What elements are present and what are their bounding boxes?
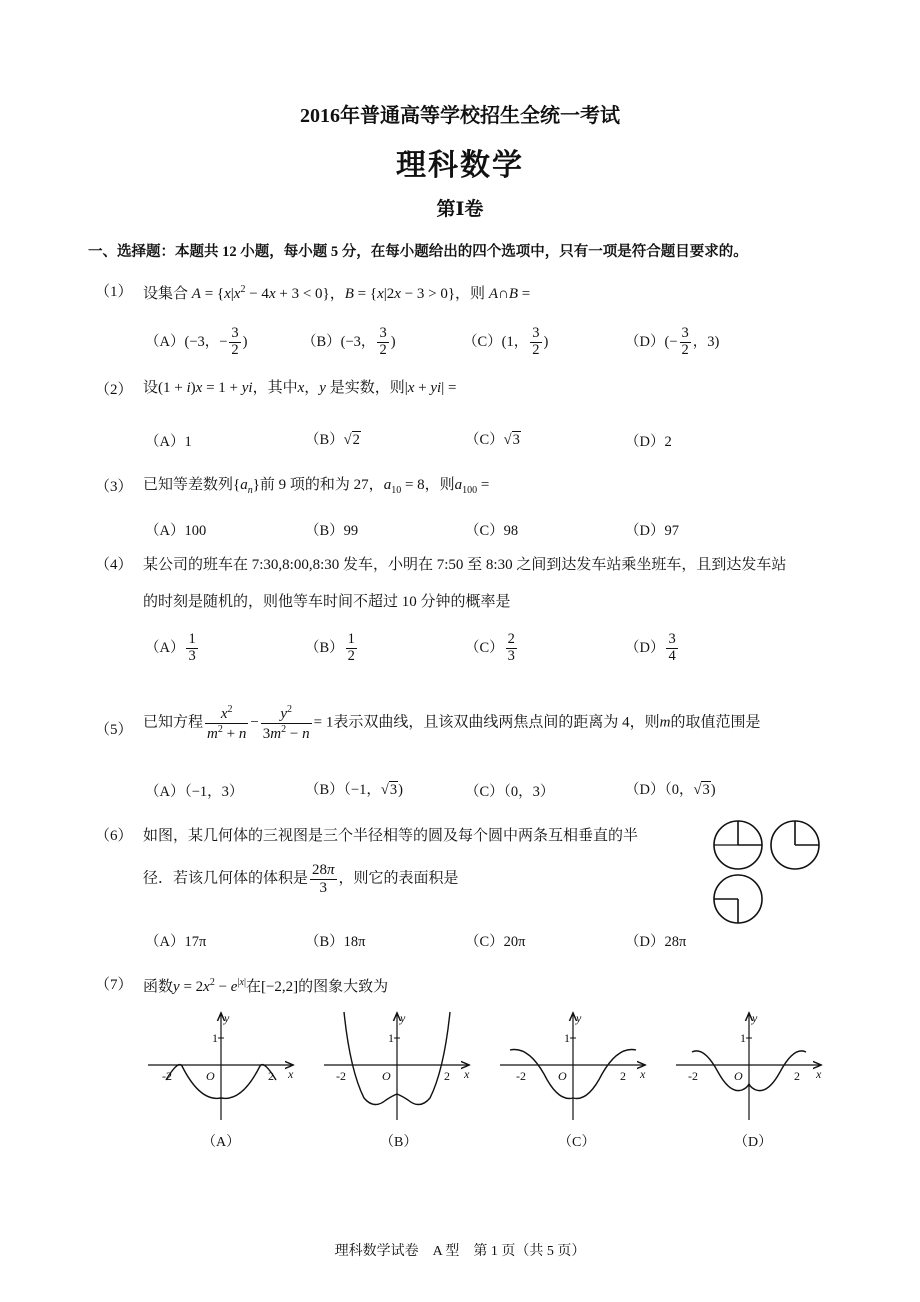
- section-heading: 一、选择题：本题共 12 小题，每小题 5 分，在每小题给出的四个选项中，只有一项是符合题目要求的。: [88, 244, 748, 260]
- q6-option-c: （C）20π: [465, 934, 526, 950]
- graph-b-caption: （B）: [380, 1135, 418, 1150]
- graph-a-caption: （A）: [202, 1135, 241, 1150]
- q5-option-c: （C）（0，3）: [465, 784, 555, 800]
- q4-option-a: （A） $\frac{1}{3}$: [145, 631, 196, 664]
- q2-stem: 设(1 + i)x = 1 + yi，其中x，y 是实数，则|x + yi| =: [143, 380, 457, 396]
- graph-d-pos2-label: 2: [794, 1069, 800, 1083]
- q3-option-c: （C）98: [465, 523, 519, 539]
- q5-option-d: （D）（0，√3): [625, 782, 716, 798]
- page-footer: 理科数学试卷 A 型 第 1 页（共 5 页）: [334, 1244, 586, 1259]
- q2-option-b: （B）√2: [305, 432, 360, 448]
- graph-b-neg2-label: -2: [336, 1069, 346, 1083]
- volume-title: 第Ⅰ卷: [436, 199, 484, 220]
- graph-b-y-label: y: [400, 1011, 406, 1025]
- graph-c-caption: （C）: [558, 1135, 596, 1150]
- q6-line2: 径．若该几何体的体积是 $\frac{28\pi}{3}$ ，则它的表面积是: [143, 862, 459, 896]
- q6-three-views-figure: [708, 815, 838, 925]
- graph-a-origin-label: O: [206, 1069, 215, 1083]
- graph-b-pos2-label: 2: [444, 1069, 450, 1083]
- q3-stem: 已知等差数列$\{a_n\}$前 9 项的和为 27，$a_{10} = 8$，则$a_{100}$ =: [143, 477, 490, 496]
- q1-option-d: （D）(− $\frac{3}{2}$ ，3): [625, 325, 720, 358]
- q6-option-d: （D）28π: [625, 934, 687, 950]
- subject-title: 理科数学: [396, 149, 524, 182]
- view-circle-2: [771, 821, 819, 869]
- q6-line1: 如图，某几何体的三视图是三个半径相等的圆及每个圆中两条互相垂直的半: [143, 828, 639, 844]
- q5-number: （5）: [95, 722, 133, 738]
- graph-c-neg2-label: -2: [516, 1069, 526, 1083]
- graph-d-origin-label: O: [734, 1069, 743, 1083]
- q1-number: （1）: [95, 284, 133, 300]
- q4-option-b: （B） $\frac{1}{2}$: [305, 631, 355, 664]
- graph-d-one-label: 1: [740, 1031, 746, 1045]
- graph-c-origin-label: O: [558, 1069, 567, 1083]
- q4-line2: 的时刻是随机的，则他等车时间不超过 10 分钟的概率是: [143, 594, 511, 610]
- q2-option-c: （C）√3: [465, 432, 520, 448]
- graph-b-one-label: 1: [388, 1031, 394, 1045]
- q6-number: （6）: [95, 828, 133, 844]
- graph-d-y-label: y: [752, 1011, 758, 1025]
- graph-a: [148, 1011, 294, 1150]
- q1-option-b: （B）(−3， $\frac{3}{2}$ ): [302, 325, 396, 358]
- q7-graphs: [140, 1010, 840, 1160]
- q5-option-a: （A）（−1，3）: [145, 784, 244, 800]
- graph-c-x-label: x: [640, 1067, 646, 1081]
- view-circle-3: [714, 875, 762, 923]
- q6-option-a: （A）17π: [145, 934, 207, 950]
- exam-title: 2016年普通高等学校招生全统一考试: [300, 105, 620, 127]
- q6-option-b: （B）18π: [305, 934, 366, 950]
- q4-option-d: （D） $\frac{3}{4}$: [625, 631, 676, 664]
- q7-number: （7）: [95, 977, 133, 993]
- graph-c-pos2-label: 2: [620, 1069, 626, 1083]
- graph-b-origin-label: O: [382, 1069, 391, 1083]
- view-circle-1: [714, 821, 762, 869]
- graph-a-x-label: x: [288, 1067, 294, 1081]
- q4-line1: 某公司的班车在 7:30,8:00,8:30 发车，小明在 7:50 至 8:30 之间到达发车站乘坐班车，且到达发车站: [143, 557, 787, 573]
- q5-option-b: （B）（−1，√3): [305, 782, 403, 798]
- q2-number: （2）: [95, 382, 133, 398]
- graph-a-pos2-label: 2: [268, 1069, 274, 1083]
- graph-c-one-label: 1: [564, 1031, 570, 1045]
- graph-b-x-label: x: [464, 1067, 470, 1081]
- graph-d-x-label: x: [816, 1067, 822, 1081]
- graph-d: [676, 1011, 822, 1150]
- q3-option-a: （A）100: [145, 523, 207, 539]
- graph-b: [324, 1011, 470, 1150]
- graph-a-neg2-label: -2: [162, 1069, 172, 1083]
- q4-number: （4）: [95, 557, 133, 573]
- graph-a-y-label: y: [224, 1011, 230, 1025]
- q5-stem: 已知方程 $\frac{x^2}{m^2 + n}$ − $\frac{y^2}{3m^2 - n}$ = 1表示双曲线，且该双曲线两焦点间的距离为 4，则m的取值范围是: [143, 704, 761, 742]
- q3-option-b: （B）99: [305, 523, 359, 539]
- graph-d-neg2-label: -2: [688, 1069, 698, 1083]
- graph-c-y-label: y: [576, 1011, 582, 1025]
- q1-option-c: （C）(1， $\frac{3}{2}$ ): [463, 325, 549, 358]
- graph-a-one-label: 1: [212, 1031, 218, 1045]
- graph-d-caption: （D）: [734, 1135, 773, 1150]
- q4-option-c: （C） $\frac{2}{3}$: [465, 631, 515, 664]
- q2-option-a: （A）1: [145, 434, 192, 450]
- q7-stem: 函数$y = 2x^2 - e^{|x|}$在[−2,2]的图象大致为: [143, 977, 389, 995]
- q3-option-d: （D）97: [625, 523, 679, 539]
- q1-stem: 设集合 $A = \{x|x^2 - 4x + 3 < 0\}$，B = {x|2x − 3 > 0}，则 A∩B =: [143, 284, 531, 302]
- q2-option-d: （D）2: [625, 434, 672, 450]
- graph-c: [500, 1011, 646, 1150]
- q1-option-a: （A）(−3，− $\frac{3}{2}$ ): [145, 325, 248, 358]
- q3-number: （3）: [95, 479, 133, 495]
